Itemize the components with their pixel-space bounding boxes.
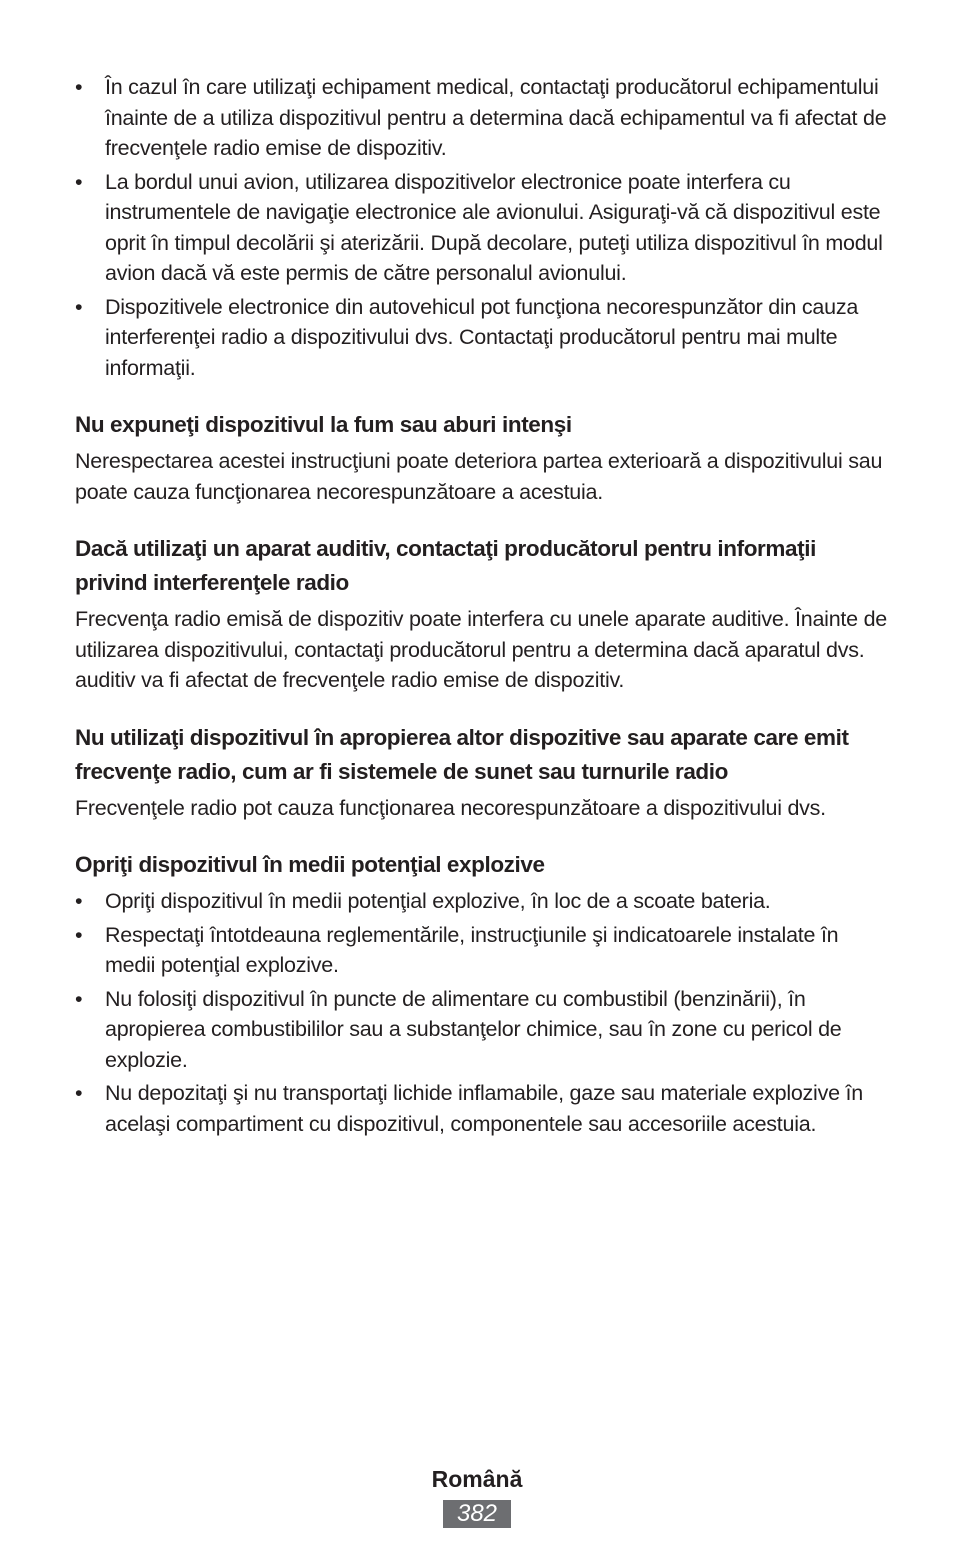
bullet-text: Opriţi dispozitivul în medii potenţial explozive, în loc de a scoate bateria. bbox=[105, 889, 771, 913]
section-body: Frecvenţele radio pot cauza funcţionarea necorespunzătoare a dispozitivului dvs. bbox=[75, 795, 826, 820]
section-heading: Dacă utilizaţi un aparat auditiv, contactaţi producătorul pentru informaţii privind interferenţele radio bbox=[75, 536, 816, 595]
list-item bbox=[75, 1078, 887, 1139]
list-item bbox=[75, 167, 887, 289]
page-content bbox=[75, 72, 887, 1142]
section-heading: Nu expuneţi dispozitivul la fum sau aburi intenşi bbox=[75, 412, 572, 437]
bullet-text: La bordul unui avion, utilizarea dispozitivelor electronice poate interfera cu instrumentele de navigaţie electronice ale avionului. Asiguraţi-vă că dispozitivul este oprit în timpul decolării şi aterizării. După decolare, puteţi utiliza dispozitivul în modul avion dacă vă este permis de către personalul avionului. bbox=[105, 169, 883, 285]
bullet-text: Nu folosiţi dispozitivul în puncte de alimentare cu combustibil (benzinării), în apropierea combustibililor sau a substanţelor chimice, sau în zone cu pericol de explozie. bbox=[105, 986, 842, 1072]
section-heading: Opriţi dispozitivul în medii potenţial explozive bbox=[75, 852, 545, 877]
intro-bullet-list bbox=[75, 72, 887, 383]
bullet-icon: • bbox=[75, 922, 83, 947]
bullet-icon: • bbox=[75, 294, 83, 319]
bullet-text: Respectaţi întotdeauna reglementările, instrucţiunile şi indicatoarele instalate în medii potenţial explozive. bbox=[105, 922, 839, 977]
bullet-icon: • bbox=[75, 169, 83, 194]
bullet-icon: • bbox=[75, 889, 83, 913]
list-item bbox=[75, 920, 887, 981]
explosive-bullet-list bbox=[75, 886, 887, 1139]
page-number: 382 bbox=[443, 1500, 511, 1528]
bullet-icon: • bbox=[75, 75, 83, 99]
section-radio-devices bbox=[75, 721, 887, 824]
section-body: Nerespectarea acestei instrucţiuni poate deteriora partea exterioară a dispozitivului sau poate cauza funcţionarea necorespunzătoare a acestuia. bbox=[75, 449, 883, 504]
bullet-icon: • bbox=[75, 1081, 83, 1105]
bullet-icon: • bbox=[75, 986, 83, 1011]
bullet-text: Nu depozitaţi şi nu transportaţi lichide inflamabile, gaze sau materiale explozive în acelaşi compartiment cu dispozitivul, componentele sau accesoriile acestuia. bbox=[105, 1081, 863, 1136]
section-heading: Nu utilizaţi dispozitivul în apropierea altor dispozitive sau aparate care emit frecvenţe radio, cum ar fi sistemele de sunet sau turnurile radio bbox=[75, 724, 849, 784]
bullet-text: În cazul în care utilizaţi echipament medical, contactaţi producătorul echipamentului înainte de a utiliza dispozitivul pentru a determina dacă echipamentul va fi afectat de frecvenţele radio emise de dispozitiv. bbox=[105, 75, 887, 160]
list-item bbox=[75, 984, 887, 1076]
page-footer bbox=[0, 1462, 954, 1528]
footer-language: Română bbox=[431, 1466, 523, 1492]
bullet-text: Dispozitivele electronice din autovehicul pot funcţiona necorespunzător din cauza interferenţei radio a dispozitivului dvs. Contactaţi producătorul pentru mai multe informaţii. bbox=[105, 294, 859, 380]
section-smoke bbox=[75, 408, 887, 507]
section-explosive bbox=[75, 848, 887, 1139]
section-body: Frecvenţa radio emisă de dispozitiv poate interfera cu unele aparate auditive. Înainte de utilizarea dispozitivului, contactaţi producătorul pentru a determina dacă aparatul dvs. auditiv va fi afectat de frecvenţele radio emise de dispozitiv. bbox=[75, 607, 887, 692]
list-item bbox=[75, 292, 887, 384]
list-item bbox=[75, 886, 887, 917]
section-hearing-aid bbox=[75, 532, 887, 696]
list-item bbox=[75, 72, 887, 164]
